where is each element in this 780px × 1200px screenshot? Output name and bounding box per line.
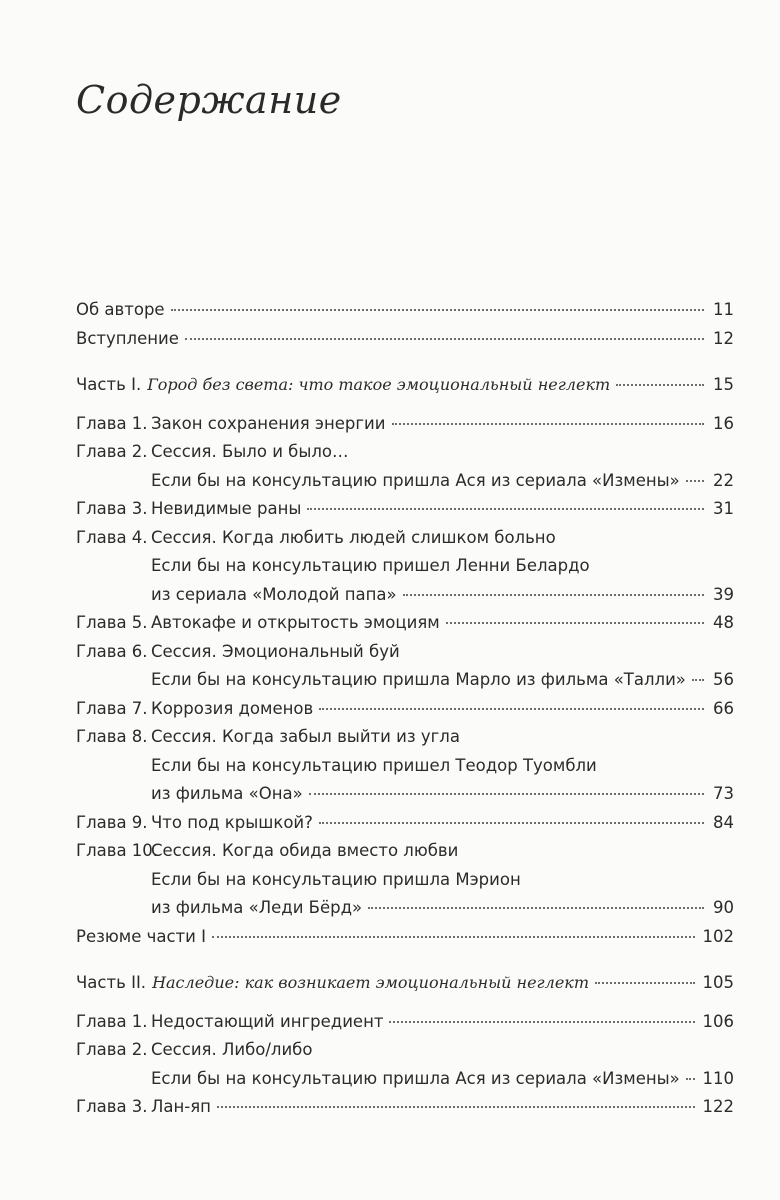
dot-leader [692,679,704,681]
page-number: 39 [713,584,734,604]
page-number: 22 [713,470,734,490]
page-number: 11 [713,300,734,319]
toc-entry [76,296,734,325]
part-title: Город без света: что такое эмоциональный неглект [147,375,611,394]
chapter-subtitle: из фильма «Леди Бёрд» [151,898,363,917]
chapter-title: Сессия. Когда обида вместо любви [151,841,459,860]
page-number: 106 [702,1011,734,1031]
toc-entry [76,325,734,354]
dot-leader [686,480,704,482]
dot-leader [403,594,704,596]
page-number: 110 [702,1068,734,1088]
page-number: 48 [713,613,734,632]
chapter-title: Автокафе и открытость эмоциям [151,613,440,632]
toc-entry [76,552,734,581]
dot-leader [368,907,704,909]
page-number: 66 [713,698,734,718]
page-number: 56 [713,670,734,689]
dot-leader [686,1078,695,1080]
toc-entry [76,467,734,496]
chapter-subtitle: Если бы на консультацию пришла Марло из фильма «Талли» [151,670,686,689]
toc-entry [76,809,734,838]
section-title: Об авторе [76,300,165,319]
toc-entry [76,638,734,667]
chapter-label: Глава 5. [76,613,148,632]
chapter-title: Закон сохранения энергии [151,413,386,433]
page-number: 122 [702,1097,734,1116]
toc-entry [76,371,734,400]
page-number: 73 [713,784,734,803]
chapter-subtitle: из фильма «Она» [151,784,303,803]
chapter-title: Невидимые раны [151,499,302,518]
dot-leader [309,793,704,795]
chapter-title: Что под крышкой? [151,812,313,832]
chapter-subtitle: Если бы на консультацию пришла Ася из сериала «Измены» [151,1068,680,1088]
chapter-title: Недостающий ингредиент [151,1011,384,1031]
toc-entry [76,894,734,923]
chapter-subtitle: Если бы на консультацию пришла Мэрион [151,869,521,889]
toc-entry [76,695,734,724]
toc-entry [76,752,734,781]
chapter-label: Глава 9. [76,812,148,832]
toc-entry [76,866,734,895]
chapter-label: Глава 10. [76,841,159,860]
chapter-subtitle: Если бы на консультацию пришел Теодор Туомбли [151,755,597,775]
dot-leader [595,982,694,984]
dot-leader [217,1106,695,1108]
chapter-label: Глава 1. [76,413,148,433]
toc-entry [76,1036,734,1065]
toc-entry [76,1093,734,1122]
part-title: Наследие: как возникает эмоциональный неглект [152,973,590,992]
dot-leader [212,936,695,938]
section-title: Вступление [76,328,179,348]
part-label: Часть I. [76,375,142,394]
part-label: Часть II. [76,973,147,992]
toc-entry [76,581,734,610]
toc-entry [76,723,734,752]
chapter-label: Глава 3. [76,499,148,518]
chapter-subtitle: из сериала «Молодой папа» [151,584,397,604]
page-number: 102 [702,926,734,946]
toc-entry [76,495,734,524]
dot-leader [319,822,704,824]
dot-leader [319,708,704,710]
toc-entry [76,438,734,467]
page-number: 12 [713,328,734,348]
chapter-label: Глава 4. [76,527,148,547]
page-title: Содержание [76,78,342,122]
dot-leader [446,622,704,624]
page-number: 90 [713,898,734,917]
chapter-label: Глава 6. [76,641,148,661]
chapter-title: Сессия. Либо/либо [151,1040,313,1059]
chapter-title: Сессия. Было и было… [151,442,349,461]
toc-entry [76,837,734,866]
dot-leader [307,508,704,510]
page-number: 84 [713,812,734,832]
dot-leader [171,309,704,311]
page-number: 15 [713,375,734,394]
page-number: 105 [702,973,734,992]
dot-leader [392,423,704,425]
toc-entry [76,780,734,809]
chapter-label: Глава 2. [76,442,148,461]
chapter-title: Сессия. Эмоциональный буй [151,641,400,661]
dot-leader [616,384,704,386]
chapter-label: Глава 3. [76,1097,148,1116]
dot-leader [389,1021,694,1023]
toc-entry [76,923,734,952]
toc-entry [76,1008,734,1037]
chapter-title: Коррозия доменов [151,698,314,718]
chapter-title: Сессия. Когда забыл выйти из угла [151,727,460,746]
toc-entry [76,410,734,439]
chapter-label: Глава 2. [76,1040,148,1059]
toc-entry [76,524,734,553]
toc-entry [76,609,734,638]
chapter-label: Глава 1. [76,1011,148,1031]
chapter-label: Глава 8. [76,727,148,746]
chapter-title: Лан-яп [151,1097,211,1116]
chapter-subtitle: Если бы на консультацию пришла Ася из сериала «Измены» [151,470,680,490]
chapter-title: Сессия. Когда любить людей слишком больно [151,527,556,547]
dot-leader [185,338,704,340]
toc-entry [76,666,734,695]
toc-entry [76,969,734,998]
page-number: 31 [713,499,734,518]
table-of-contents [76,296,734,1122]
chapter-label: Глава 7. [76,698,148,718]
toc-entry [76,1065,734,1094]
section-title: Резюме части I [76,926,206,946]
chapter-subtitle: Если бы на консультацию пришел Ленни Белардо [151,556,590,575]
page-number: 16 [713,413,734,433]
